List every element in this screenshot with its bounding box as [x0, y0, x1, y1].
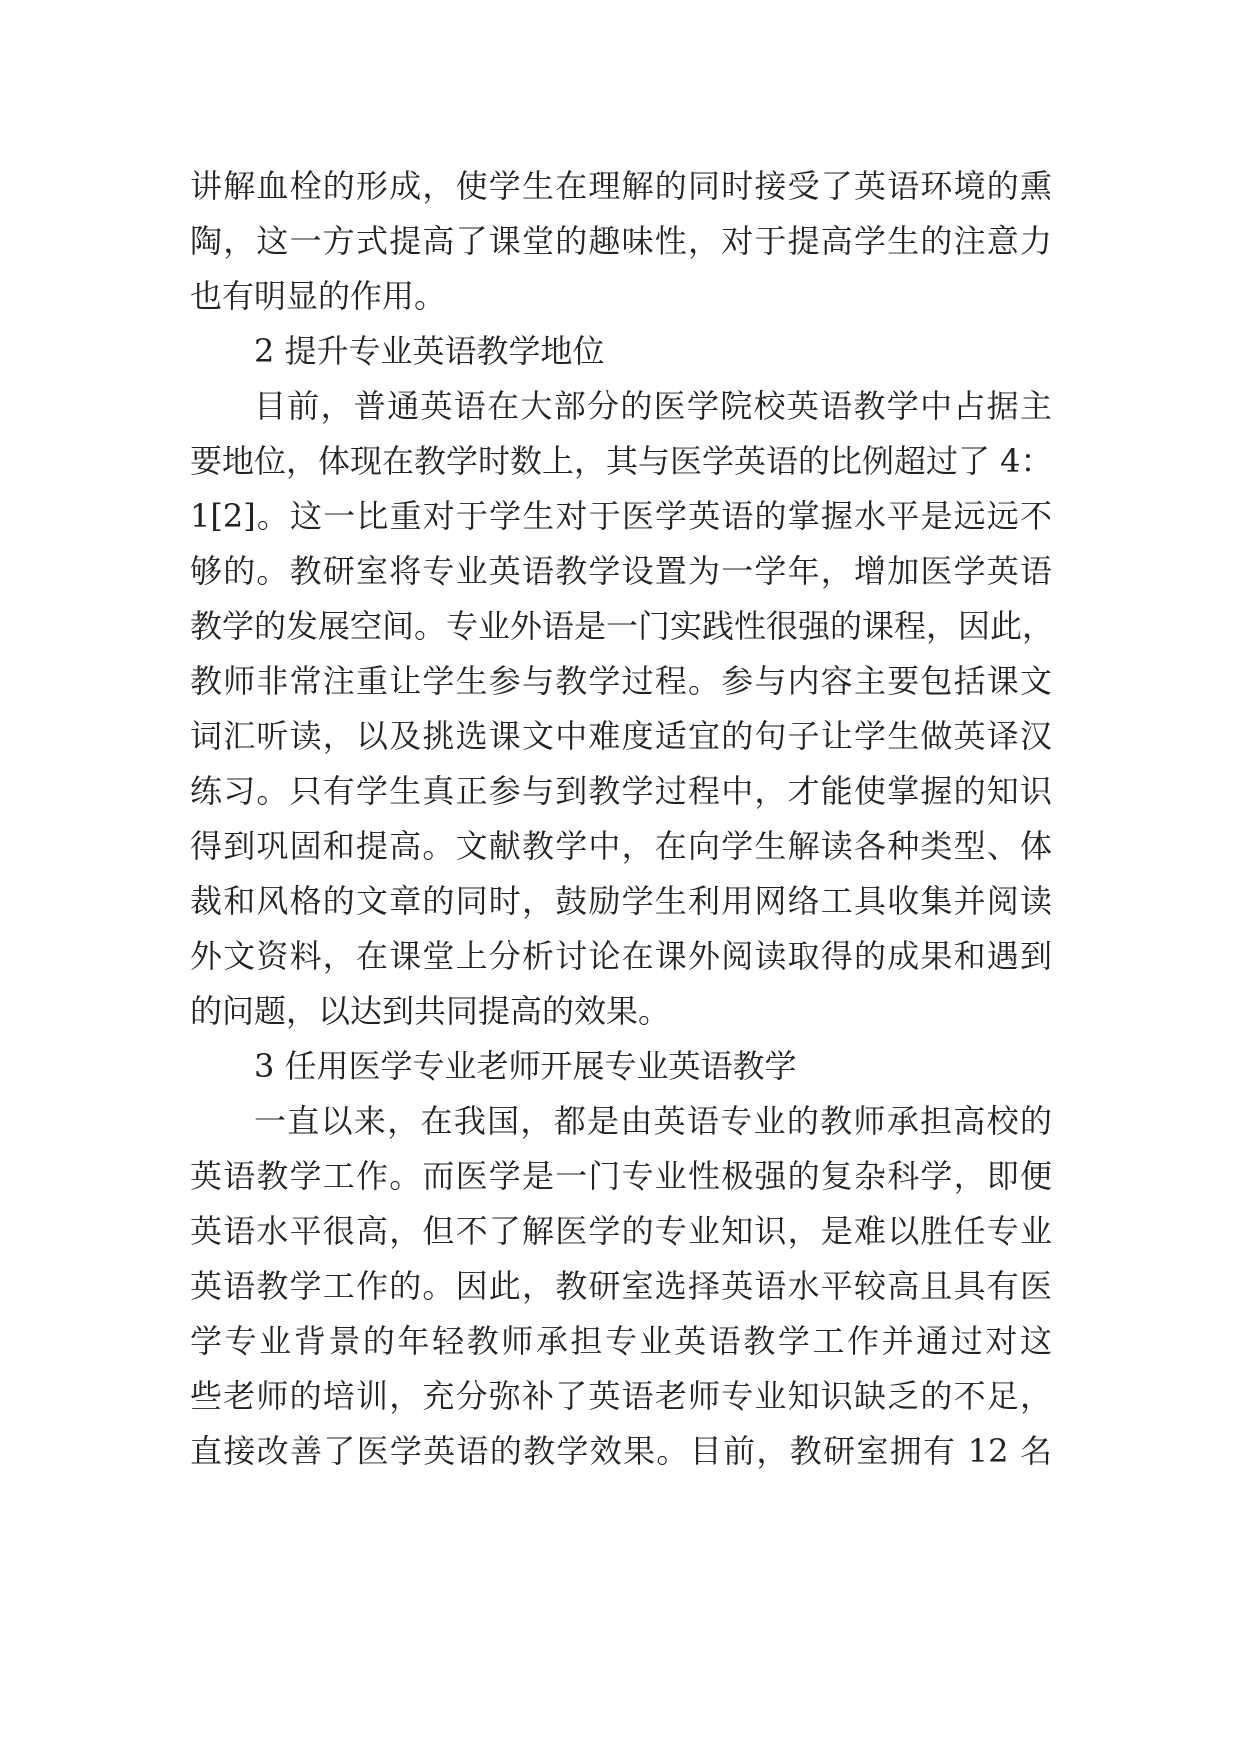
- body-text-line: 讲解血栓的形成，使学生在理解的同时接受了英语环境的熏: [190, 167, 1052, 205]
- body-text-line: 一直以来，在我国，都是由英语专业的教师承担高校的: [254, 1102, 1052, 1140]
- body-text-line: 裁和风格的文章的同时，鼓励学生利用网络工具收集并阅读: [190, 882, 1052, 920]
- body-text-line: 英语教学工作的。因此，教研室选择英语水平较高且具有医: [190, 1267, 1052, 1305]
- body-text-line: 直接改善了医学英语的教学效果。目前，教研室拥有 12 名: [190, 1432, 1052, 1470]
- body-text-line: 英语教学工作。而医学是一门专业性极强的复杂科学，即便: [190, 1157, 1052, 1195]
- body-text-line: 要地位，体现在教学时数上，其与医学英语的比例超过了 4：: [190, 442, 1053, 480]
- body-text-line: 得到巩固和提高。文献教学中，在向学生解读各种类型、体: [190, 827, 1052, 865]
- body-text-line: 够的。教研室将专业英语教学设置为一学年，增加医学英语: [190, 552, 1052, 590]
- body-text-line: 的问题，以达到共同提高的效果。: [190, 992, 671, 1030]
- section-heading: 2 提升专业英语教学地位: [254, 332, 605, 370]
- body-text-line: 目前，普通英语在大部分的医学院校英语教学中占据主: [254, 387, 1052, 425]
- body-text-line: 教师非常注重让学生参与教学过程。参与内容主要包括课文: [190, 662, 1052, 700]
- body-text-line: 学专业背景的年轻教师承担专业英语教学工作并通过对这: [190, 1322, 1052, 1360]
- body-text-line: 练习。只有学生真正参与到教学过程中，才能使掌握的知识: [190, 772, 1052, 810]
- body-text-line: 也有明显的作用。: [190, 277, 447, 315]
- body-text-line: 教学的发展空间。专业外语是一门实践性很强的课程，因此，: [190, 607, 1055, 645]
- body-text-line: 1[2]。这一比重对于学生对于医学英语的掌握水平是远远不: [190, 497, 1052, 535]
- body-text-line: 英语水平很高，但不了解医学的专业知识，是难以胜任专业: [190, 1212, 1052, 1250]
- section-heading: 3 任用医学专业老师开展专业英语教学: [254, 1047, 797, 1085]
- body-text-line: 些老师的培训，充分弥补了英语老师专业知识缺乏的不足，: [190, 1377, 1052, 1415]
- body-text-line: 陶，这一方式提高了课堂的趣味性，对于提高学生的注意力: [190, 222, 1052, 260]
- body-text-line: 外文资料，在课堂上分析讨论在课外阅读取得的成果和遇到: [190, 937, 1052, 975]
- body-text-line: 词汇听读，以及挑选课文中难度适宜的句子让学生做英译汉: [190, 717, 1052, 755]
